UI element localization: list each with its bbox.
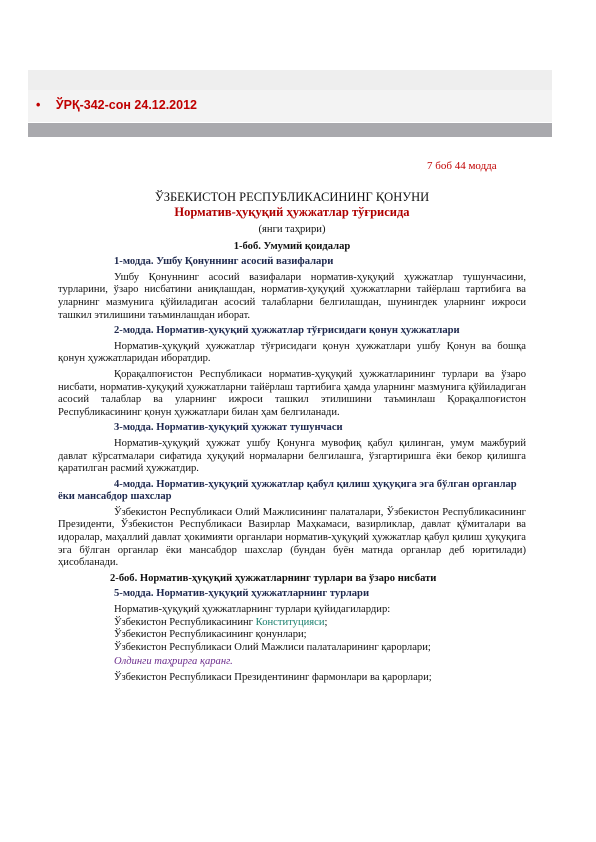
document-body <box>58 190 526 685</box>
header-band-bar <box>28 123 552 137</box>
list-item-constitution <box>58 617 526 630</box>
chapter-2-title: 2-боб. Норматив-ҳуқуқий ҳужжатларнинг турлари ва ўзаро нисбати <box>110 572 437 584</box>
article-5-intro: Норматив-ҳуқуқий ҳужжатларнинг турлари қуйидагилардир: <box>114 604 391 616</box>
header-band-top <box>28 70 552 90</box>
list-item-resolutions: Ўзбекистон Республикаси Олий Мажлиси палаталарининг қарорлари; <box>114 641 431 653</box>
law-title: ЎЗБЕКИСТОН РЕСПУБЛИКАСИНИНГ ҚОНУНИ <box>154 190 430 204</box>
law-number-link[interactable]: ЎРҚ-342-сон 24.12.2012 <box>55 98 197 112</box>
article-3-text: Норматив-ҳуқуқий ҳужжат ушбу Қонунга мувофиқ қабул қилинган, умум мажбурий давлат кўрсатмалари сифатида ҳуқуқий нормаларни белгилашга, ўзгартиришга ёки бекор қилишга қаратилган расмий ҳужжатдир. <box>58 437 526 475</box>
list-item-laws: Ўзбекистон Республикасининг қонунлари; <box>114 629 307 641</box>
constitution-link[interactable]: Конституцияси <box>255 616 325 628</box>
list-item-suffix: ; <box>324 616 328 628</box>
chapter-1-title: 1-боб. Умумий қоидалар <box>233 240 351 252</box>
article-1-title: 1-модда. Ушбу Қонуннинг асосий вазифалари <box>114 256 334 268</box>
previous-edition-link[interactable]: Олдинги таҳрирга қаранг. <box>114 656 233 668</box>
article-5-title: 5-модда. Норматив-ҳуқуқий ҳужжатларнинг турлари <box>114 588 370 600</box>
article-4-title: 4-модда. Норматив-ҳуқуқий ҳужжатлар қабул қилиш ҳуқуқига эга бўлган органлар ёки мансабдор шахслар <box>58 478 517 503</box>
article-1-text: Ушбу Қонуннинг асосий вазифалари норматив-ҳуқуқий ҳужжатлар тушунчасини, турларини, ўзаро нисбатини аниқлашдан, норматив-ҳуқуқий ҳужжатларни тайёрлаш тартибига ва уларнинг мазмунига қўйиладиган асосий талабларни белгилашдан, шунингдек уларнинг ижроси ташкил этилишини таъминлашдан иборат. <box>58 271 526 321</box>
list-item-prefix: Ўзбекистон Республикасининг <box>114 616 256 628</box>
list-item-decrees: Ўзбекистон Республикаси Президентининг фармонлари ва қарорлари; <box>114 672 432 683</box>
law-link-row <box>36 98 197 112</box>
article-4-text: Ўзбекистон Республикаси Олий Мажлисининг палаталари, Ўзбекистон Республикасининг Президенти, Ўзбекистон Республикаси Вазирлар Маҳкамаси, вазирликлар, давлат қўмиталари ва идоралар, маҳаллий давлат ҳокимияти органлари норматив-ҳуқуқий ҳужжатлар қабул қилиш ҳуқуқига эга бўлган органлар ёки мансабдор шахслар (бундан буён матнда органлар деб юритилади) ҳисобланади. <box>58 506 526 569</box>
bullet-icon: • <box>36 98 41 112</box>
article-3-title: 3-модда. Норматив-ҳуқуқий ҳужжат тушунчаси <box>114 422 343 434</box>
edition-note: (янги таҳрири) <box>258 224 326 235</box>
article-2-title: 2-модда. Норматив-ҳуқуқий ҳужжатлар тўғрисидаги қонун ҳужжатлари <box>114 325 460 337</box>
law-subtitle: Норматив-ҳуқуқий ҳужжатлар тўғрисида <box>174 205 410 219</box>
reference-note: 7 боб 44 модда <box>427 160 497 172</box>
article-2-paragraph-2: Қорақалпоғистон Республикаси норматив-ҳуқуқий ҳужжатларининг турлари ва ўзаро нисбати, норматив-ҳуқуқий ҳужжатларни тайёрлаш тартибига ҳамда уларнинг мазмунига қўйиладиган асосий талаблар ва уларнинг ижроси ташкил этилишини таъминлаш Қорақалпоғистон Республикасининг қонун ҳужжатлари билан ҳам белгиланади. <box>58 368 526 418</box>
article-2-paragraph-1: Норматив-ҳуқуқий ҳужжатлар тўғрисидаги қонун ҳужжатлари ушбу Қонун ва бошқа қонун ҳужжатларидан иборатдир. <box>58 340 526 365</box>
